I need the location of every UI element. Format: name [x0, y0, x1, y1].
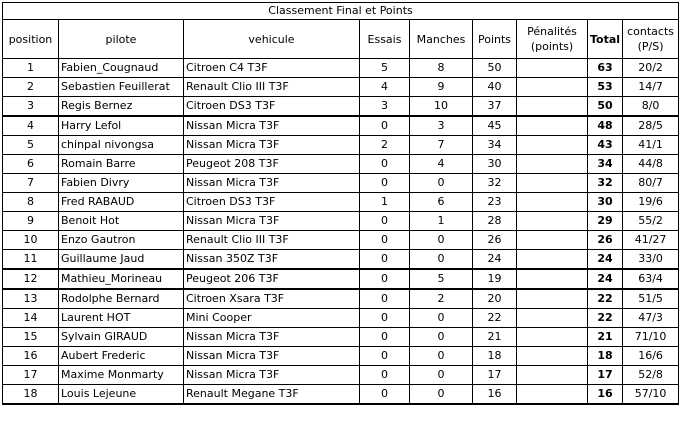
- cell-penalites: [517, 366, 588, 385]
- cell-points: 37: [473, 97, 517, 117]
- cell-vehicule: Citroen DS3 T3F: [184, 97, 360, 117]
- cell-points: 20: [473, 289, 517, 309]
- table-row: [3, 366, 679, 385]
- header-contacts: [623, 20, 679, 59]
- cell-manches: 9: [410, 78, 473, 97]
- header-total: Total: [588, 20, 623, 59]
- cell-position: 1: [3, 59, 59, 78]
- cell-penalites: [517, 97, 588, 117]
- cell-essais: 3: [360, 97, 410, 117]
- table-row: [3, 309, 679, 328]
- cell-total: 22: [588, 309, 623, 328]
- cell-vehicule: Nissan Micra T3F: [184, 174, 360, 193]
- table-row: [3, 97, 679, 117]
- cell-total: 32: [588, 174, 623, 193]
- header-vehicule: vehicule: [184, 20, 360, 59]
- header-essais: Essais: [360, 20, 410, 59]
- cell-vehicule: Peugeot 206 T3F: [184, 269, 360, 289]
- cell-penalites: [517, 289, 588, 309]
- cell-contacts: 41/1: [623, 136, 679, 155]
- cell-points: 30: [473, 155, 517, 174]
- cell-penalites: [517, 174, 588, 193]
- cell-vehicule: Nissan Micra T3F: [184, 328, 360, 347]
- cell-points: 26: [473, 231, 517, 250]
- cell-points: 22: [473, 309, 517, 328]
- cell-position: 8: [3, 193, 59, 212]
- cell-penalites: [517, 78, 588, 97]
- cell-penalites: [517, 59, 588, 78]
- cell-total: 50: [588, 97, 623, 117]
- cell-total: 17: [588, 366, 623, 385]
- cell-penalites: [517, 155, 588, 174]
- cell-vehicule: Citroen C4 T3F: [184, 59, 360, 78]
- cell-contacts: 28/5: [623, 116, 679, 136]
- cell-position: 3: [3, 97, 59, 117]
- header-penalites: [517, 20, 588, 59]
- cell-contacts: 52/8: [623, 366, 679, 385]
- cell-contacts: 33/0: [623, 250, 679, 270]
- cell-manches: 3: [410, 116, 473, 136]
- header-contacts-line1: contacts: [627, 25, 675, 38]
- cell-contacts: 8/0: [623, 97, 679, 117]
- cell-pilote: Mathieu_Morineau: [59, 269, 184, 289]
- cell-pilote: Fabien Divry: [59, 174, 184, 193]
- table-row: [3, 193, 679, 212]
- table-row: [3, 78, 679, 97]
- cell-position: 13: [3, 289, 59, 309]
- cell-pilote: Guillaume Jaud: [59, 250, 184, 270]
- cell-manches: 7: [410, 136, 473, 155]
- header-pilote: pilote: [59, 20, 184, 59]
- cell-contacts: 16/6: [623, 347, 679, 366]
- cell-total: 53: [588, 78, 623, 97]
- cell-contacts: 41/27: [623, 231, 679, 250]
- table-row: [3, 136, 679, 155]
- cell-contacts: 19/6: [623, 193, 679, 212]
- cell-essais: 0: [360, 155, 410, 174]
- table-row: [3, 59, 679, 78]
- cell-manches: 0: [410, 309, 473, 328]
- cell-total: 18: [588, 347, 623, 366]
- cell-essais: 0: [360, 116, 410, 136]
- cell-manches: 4: [410, 155, 473, 174]
- cell-essais: 0: [360, 347, 410, 366]
- cell-position: 5: [3, 136, 59, 155]
- cell-manches: 10: [410, 97, 473, 117]
- table-row: [3, 289, 679, 309]
- cell-pilote: Rodolphe Bernard: [59, 289, 184, 309]
- cell-vehicule: Nissan Micra T3F: [184, 136, 360, 155]
- cell-contacts: 20/2: [623, 59, 679, 78]
- cell-essais: 0: [360, 328, 410, 347]
- cell-contacts: 55/2: [623, 212, 679, 231]
- cell-pilote: Laurent HOT: [59, 309, 184, 328]
- cell-manches: 5: [410, 269, 473, 289]
- cell-essais: 0: [360, 212, 410, 231]
- cell-penalites: [517, 347, 588, 366]
- table-row: [3, 212, 679, 231]
- cell-contacts: 71/10: [623, 328, 679, 347]
- cell-pilote: Harry Lefol: [59, 116, 184, 136]
- cell-pilote: Enzo Gautron: [59, 231, 184, 250]
- cell-pilote: Louis Lejeune: [59, 385, 184, 405]
- cell-pilote: Benoit Hot: [59, 212, 184, 231]
- header-position: position: [3, 20, 59, 59]
- cell-points: 17: [473, 366, 517, 385]
- cell-essais: 0: [360, 289, 410, 309]
- cell-manches: 0: [410, 385, 473, 405]
- cell-pilote: Maxime Monmarty: [59, 366, 184, 385]
- cell-position: 10: [3, 231, 59, 250]
- header-contacts-line2: (P/S): [637, 40, 664, 53]
- cell-essais: 5: [360, 59, 410, 78]
- cell-penalites: [517, 250, 588, 270]
- cell-penalites: [517, 385, 588, 405]
- cell-points: 16: [473, 385, 517, 405]
- cell-points: 32: [473, 174, 517, 193]
- cell-points: 24: [473, 250, 517, 270]
- cell-vehicule: Nissan Micra T3F: [184, 116, 360, 136]
- cell-position: 11: [3, 250, 59, 270]
- cell-pilote: Fabien_Cougnaud: [59, 59, 184, 78]
- cell-pilote: Romain Barre: [59, 155, 184, 174]
- cell-manches: 0: [410, 366, 473, 385]
- header-row: [3, 20, 679, 59]
- cell-contacts: 44/8: [623, 155, 679, 174]
- cell-penalites: [517, 309, 588, 328]
- cell-pilote: Fred RABAUD: [59, 193, 184, 212]
- cell-total: 21: [588, 328, 623, 347]
- cell-manches: 8: [410, 59, 473, 78]
- cell-points: 50: [473, 59, 517, 78]
- cell-essais: 0: [360, 366, 410, 385]
- cell-vehicule: Citroen DS3 T3F: [184, 193, 360, 212]
- cell-points: 34: [473, 136, 517, 155]
- cell-total: 29: [588, 212, 623, 231]
- cell-penalites: [517, 116, 588, 136]
- cell-essais: 1: [360, 193, 410, 212]
- cell-penalites: [517, 328, 588, 347]
- cell-total: 34: [588, 155, 623, 174]
- cell-essais: 0: [360, 309, 410, 328]
- cell-total: 48: [588, 116, 623, 136]
- cell-contacts: 63/4: [623, 269, 679, 289]
- cell-total: 22: [588, 289, 623, 309]
- cell-pilote: Aubert Frederic: [59, 347, 184, 366]
- table-title: Classement Final et Points: [3, 3, 679, 20]
- cell-points: 40: [473, 78, 517, 97]
- cell-position: 2: [3, 78, 59, 97]
- cell-manches: 0: [410, 328, 473, 347]
- table-row: [3, 174, 679, 193]
- cell-position: 7: [3, 174, 59, 193]
- cell-position: 12: [3, 269, 59, 289]
- table-row: [3, 385, 679, 405]
- cell-position: 16: [3, 347, 59, 366]
- cell-penalites: [517, 231, 588, 250]
- cell-points: 21: [473, 328, 517, 347]
- cell-points: 18: [473, 347, 517, 366]
- cell-essais: 0: [360, 231, 410, 250]
- cell-essais: 4: [360, 78, 410, 97]
- header-penalites-line1: Pénalités: [527, 25, 577, 38]
- cell-position: 6: [3, 155, 59, 174]
- cell-penalites: [517, 212, 588, 231]
- table-row: [3, 250, 679, 270]
- cell-pilote: chinpal nivongsa: [59, 136, 184, 155]
- header-points: Points: [473, 20, 517, 59]
- cell-pilote: Sylvain GIRAUD: [59, 328, 184, 347]
- table-row: [3, 231, 679, 250]
- cell-essais: 2: [360, 136, 410, 155]
- cell-vehicule: Nissan Micra T3F: [184, 366, 360, 385]
- cell-pilote: Regis Bernez: [59, 97, 184, 117]
- table-row: [3, 155, 679, 174]
- cell-manches: 0: [410, 231, 473, 250]
- cell-position: 14: [3, 309, 59, 328]
- cell-total: 26: [588, 231, 623, 250]
- results-table: [2, 2, 679, 405]
- cell-points: 45: [473, 116, 517, 136]
- table-row: [3, 328, 679, 347]
- table-row: [3, 347, 679, 366]
- cell-vehicule: Mini Cooper: [184, 309, 360, 328]
- cell-pilote: Sebastien Feuillerat: [59, 78, 184, 97]
- cell-total: 43: [588, 136, 623, 155]
- cell-total: 24: [588, 269, 623, 289]
- cell-vehicule: Nissan Micra T3F: [184, 347, 360, 366]
- cell-vehicule: Renault Megane T3F: [184, 385, 360, 405]
- cell-penalites: [517, 193, 588, 212]
- cell-total: 16: [588, 385, 623, 405]
- cell-essais: 0: [360, 250, 410, 270]
- cell-essais: 0: [360, 385, 410, 405]
- cell-vehicule: Nissan 350Z T3F: [184, 250, 360, 270]
- cell-total: 63: [588, 59, 623, 78]
- cell-position: 15: [3, 328, 59, 347]
- cell-position: 4: [3, 116, 59, 136]
- cell-position: 9: [3, 212, 59, 231]
- cell-points: 23: [473, 193, 517, 212]
- cell-manches: 2: [410, 289, 473, 309]
- cell-manches: 0: [410, 347, 473, 366]
- cell-contacts: 80/7: [623, 174, 679, 193]
- cell-essais: 0: [360, 174, 410, 193]
- cell-penalites: [517, 269, 588, 289]
- cell-manches: 0: [410, 250, 473, 270]
- cell-points: 19: [473, 269, 517, 289]
- cell-manches: 1: [410, 212, 473, 231]
- cell-contacts: 57/10: [623, 385, 679, 405]
- cell-manches: 0: [410, 174, 473, 193]
- cell-manches: 6: [410, 193, 473, 212]
- cell-position: 18: [3, 385, 59, 405]
- cell-contacts: 47/3: [623, 309, 679, 328]
- cell-contacts: 14/7: [623, 78, 679, 97]
- header-penalites-line2: (points): [530, 40, 574, 53]
- table-row: [3, 269, 679, 289]
- cell-total: 24: [588, 250, 623, 270]
- cell-vehicule: Nissan Micra T3F: [184, 212, 360, 231]
- cell-total: 30: [588, 193, 623, 212]
- cell-position: 17: [3, 366, 59, 385]
- cell-essais: 0: [360, 269, 410, 289]
- header-manches: Manches: [410, 20, 473, 59]
- cell-vehicule: Renault Clio III T3F: [184, 231, 360, 250]
- cell-vehicule: Peugeot 208 T3F: [184, 155, 360, 174]
- cell-penalites: [517, 136, 588, 155]
- cell-vehicule: Citroen Xsara T3F: [184, 289, 360, 309]
- cell-contacts: 51/5: [623, 289, 679, 309]
- cell-points: 28: [473, 212, 517, 231]
- cell-vehicule: Renault Clio III T3F: [184, 78, 360, 97]
- table-row: [3, 116, 679, 136]
